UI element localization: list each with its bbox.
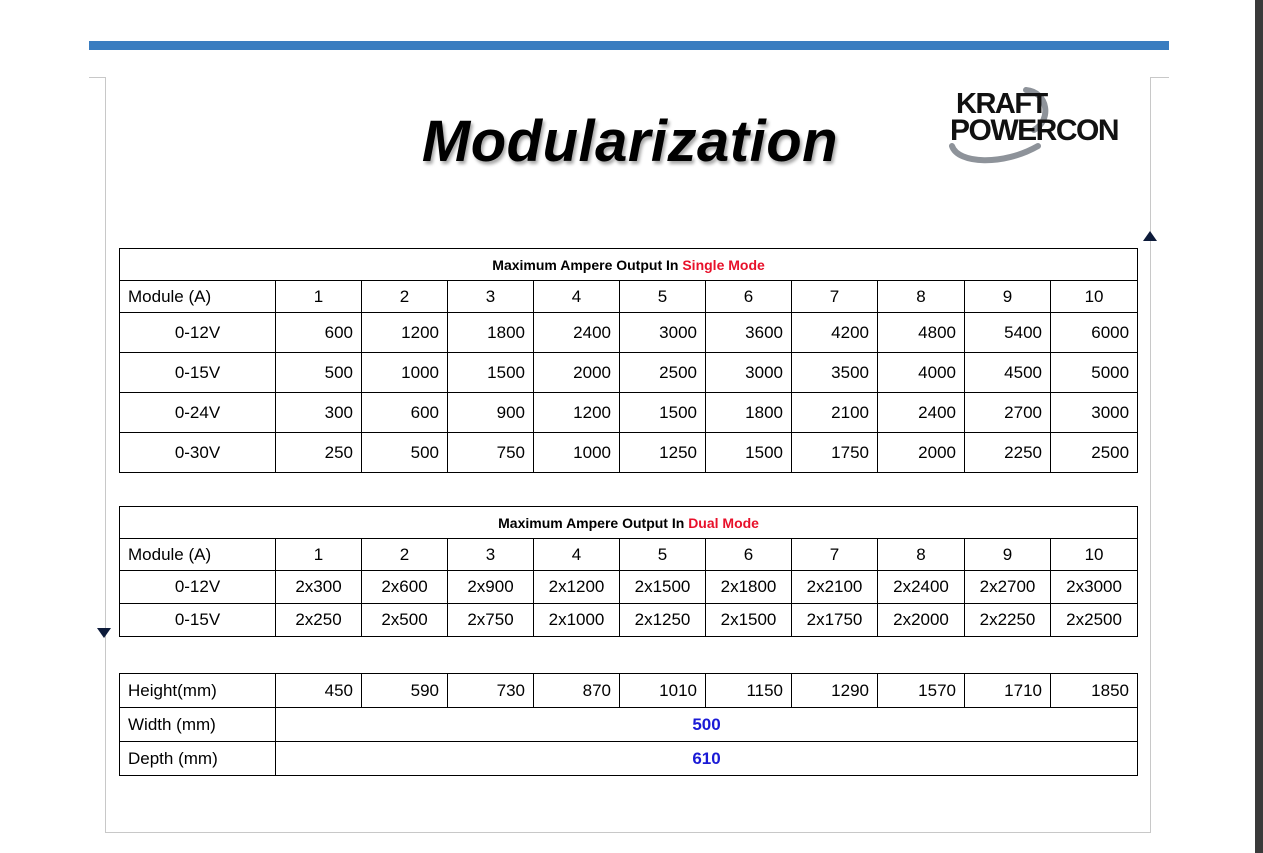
ampere-value: 1800 bbox=[448, 313, 534, 353]
ampere-value: 2x600 bbox=[362, 571, 448, 604]
ampere-value: 1500 bbox=[620, 393, 706, 433]
dual-mode-table bbox=[119, 506, 1138, 637]
ampere-value: 750 bbox=[448, 433, 534, 473]
ampere-value: 2x2100 bbox=[792, 571, 878, 604]
module-header: 5 bbox=[620, 281, 706, 313]
company-logo bbox=[948, 84, 1138, 164]
frame-bottom bbox=[105, 832, 1151, 833]
table-row bbox=[120, 393, 1138, 433]
table-row bbox=[120, 313, 1138, 353]
ampere-value: 3000 bbox=[1051, 393, 1138, 433]
table-row bbox=[120, 433, 1138, 473]
dual-mode-caption bbox=[120, 507, 1138, 539]
module-header: 2 bbox=[362, 539, 448, 571]
header-label: Module (A) bbox=[120, 281, 276, 313]
module-header: 9 bbox=[965, 539, 1051, 571]
ampere-value: 3600 bbox=[706, 313, 792, 353]
width-label: Width (mm) bbox=[120, 708, 276, 742]
ampere-value: 2x2400 bbox=[878, 571, 965, 604]
height-value: 1150 bbox=[706, 674, 792, 708]
dual-caption-row bbox=[120, 507, 1138, 539]
ampere-value: 3000 bbox=[620, 313, 706, 353]
ampere-value: 3500 bbox=[792, 353, 878, 393]
ampere-value: 2x2500 bbox=[1051, 604, 1138, 637]
ampere-value: 2x2700 bbox=[965, 571, 1051, 604]
ampere-value: 500 bbox=[362, 433, 448, 473]
right-edge-bar bbox=[1255, 0, 1263, 853]
single-mode-table bbox=[119, 248, 1138, 473]
ampere-value: 1500 bbox=[448, 353, 534, 393]
depth-value: 610 bbox=[276, 742, 1138, 776]
ampere-value: 1200 bbox=[362, 313, 448, 353]
module-header: 8 bbox=[878, 539, 965, 571]
voltage-label: 0-12V bbox=[120, 571, 276, 604]
ampere-value: 1500 bbox=[706, 433, 792, 473]
ampere-value: 2250 bbox=[965, 433, 1051, 473]
module-header: 5 bbox=[620, 539, 706, 571]
ampere-value: 2400 bbox=[878, 393, 965, 433]
height-label: Height(mm) bbox=[120, 674, 276, 708]
ampere-value: 4500 bbox=[965, 353, 1051, 393]
ampere-value: 2x2250 bbox=[965, 604, 1051, 637]
ampere-value: 250 bbox=[276, 433, 362, 473]
height-value: 1710 bbox=[965, 674, 1051, 708]
voltage-label: 0-24V bbox=[120, 393, 276, 433]
height-value: 590 bbox=[362, 674, 448, 708]
module-header: 1 bbox=[276, 539, 362, 571]
voltage-label: 0-15V bbox=[120, 604, 276, 637]
ampere-value: 2x1250 bbox=[620, 604, 706, 637]
ampere-value: 2x750 bbox=[448, 604, 534, 637]
table-row bbox=[120, 571, 1138, 604]
ampere-value: 4000 bbox=[878, 353, 965, 393]
ampere-value: 2100 bbox=[792, 393, 878, 433]
frame-right bbox=[1150, 77, 1151, 833]
ampere-value: 2000 bbox=[878, 433, 965, 473]
ampere-value: 2500 bbox=[620, 353, 706, 393]
module-header: 4 bbox=[534, 281, 620, 313]
height-value: 450 bbox=[276, 674, 362, 708]
ampere-value: 600 bbox=[276, 313, 362, 353]
module-header: 9 bbox=[965, 281, 1051, 313]
height-value: 1570 bbox=[878, 674, 965, 708]
ampere-value: 2700 bbox=[965, 393, 1051, 433]
ampere-value: 2000 bbox=[534, 353, 620, 393]
dimensions-table bbox=[119, 673, 1138, 776]
ampere-value: 1250 bbox=[620, 433, 706, 473]
table-row bbox=[120, 674, 1138, 708]
ampere-value: 300 bbox=[276, 393, 362, 433]
ampere-value: 900 bbox=[448, 393, 534, 433]
module-header: 3 bbox=[448, 539, 534, 571]
table-row bbox=[120, 708, 1138, 742]
header-label: Module (A) bbox=[120, 539, 276, 571]
ampere-value: 2x500 bbox=[362, 604, 448, 637]
frame-top-left bbox=[89, 77, 105, 78]
ampere-value: 2x1750 bbox=[792, 604, 878, 637]
ampere-value: 600 bbox=[362, 393, 448, 433]
height-value: 1850 bbox=[1051, 674, 1138, 708]
height-value: 870 bbox=[534, 674, 620, 708]
single-caption-row bbox=[120, 249, 1138, 281]
module-header: 10 bbox=[1051, 281, 1138, 313]
ampere-value: 1200 bbox=[534, 393, 620, 433]
height-value: 1010 bbox=[620, 674, 706, 708]
scroll-down-marker-icon[interactable] bbox=[97, 628, 111, 638]
ampere-value: 500 bbox=[276, 353, 362, 393]
dual-header-row bbox=[120, 539, 1138, 571]
ampere-value: 2x1200 bbox=[534, 571, 620, 604]
ampere-value: 4800 bbox=[878, 313, 965, 353]
voltage-label: 0-12V bbox=[120, 313, 276, 353]
ampere-value: 4200 bbox=[792, 313, 878, 353]
ampere-value: 5400 bbox=[965, 313, 1051, 353]
ampere-value: 2x300 bbox=[276, 571, 362, 604]
height-value: 1290 bbox=[792, 674, 878, 708]
logo-text-line2: POWERCON bbox=[950, 114, 1118, 147]
ampere-value: 2500 bbox=[1051, 433, 1138, 473]
frame-top-right bbox=[1150, 77, 1169, 78]
caption-prefix: Maximum Ampere Output In bbox=[492, 256, 679, 273]
ampere-value: 6000 bbox=[1051, 313, 1138, 353]
module-header: 3 bbox=[448, 281, 534, 313]
module-header: 6 bbox=[706, 281, 792, 313]
ampere-value: 2x2000 bbox=[878, 604, 965, 637]
height-value: 730 bbox=[448, 674, 534, 708]
ampere-value: 2x1500 bbox=[620, 571, 706, 604]
module-header: 1 bbox=[276, 281, 362, 313]
table-row bbox=[120, 353, 1138, 393]
table-row bbox=[120, 604, 1138, 637]
ampere-value: 2x3000 bbox=[1051, 571, 1138, 604]
ampere-value: 3000 bbox=[706, 353, 792, 393]
module-header: 8 bbox=[878, 281, 965, 313]
ampere-value: 1800 bbox=[706, 393, 792, 433]
ampere-value: 2x250 bbox=[276, 604, 362, 637]
module-header: 2 bbox=[362, 281, 448, 313]
caption-mode: Single Mode bbox=[682, 256, 765, 273]
caption-mode: Dual Mode bbox=[688, 514, 759, 531]
ampere-value: 2x900 bbox=[448, 571, 534, 604]
caption-prefix: Maximum Ampere Output In bbox=[498, 514, 685, 531]
voltage-label: 0-30V bbox=[120, 433, 276, 473]
page-title: Modularization bbox=[421, 109, 839, 174]
single-header-row bbox=[120, 281, 1138, 313]
module-header: 10 bbox=[1051, 539, 1138, 571]
ampere-value: 1750 bbox=[792, 433, 878, 473]
depth-label: Depth (mm) bbox=[120, 742, 276, 776]
single-mode-caption bbox=[120, 249, 1138, 281]
scroll-up-marker-icon[interactable] bbox=[1143, 231, 1157, 241]
header-stripe bbox=[89, 41, 1169, 50]
voltage-label: 0-15V bbox=[120, 353, 276, 393]
ampere-value: 2x1800 bbox=[706, 571, 792, 604]
ampere-value: 5000 bbox=[1051, 353, 1138, 393]
module-header: 4 bbox=[534, 539, 620, 571]
module-header: 6 bbox=[706, 539, 792, 571]
ampere-value: 2x1000 bbox=[534, 604, 620, 637]
module-header: 7 bbox=[792, 281, 878, 313]
ampere-value: 1000 bbox=[534, 433, 620, 473]
logo-text-line1: KRAFT bbox=[956, 88, 1047, 120]
table-row bbox=[120, 742, 1138, 776]
ampere-value: 2400 bbox=[534, 313, 620, 353]
frame-left bbox=[105, 77, 106, 833]
ampere-value: 2x1500 bbox=[706, 604, 792, 637]
width-value: 500 bbox=[276, 708, 1138, 742]
ampere-value: 1000 bbox=[362, 353, 448, 393]
module-header: 7 bbox=[792, 539, 878, 571]
